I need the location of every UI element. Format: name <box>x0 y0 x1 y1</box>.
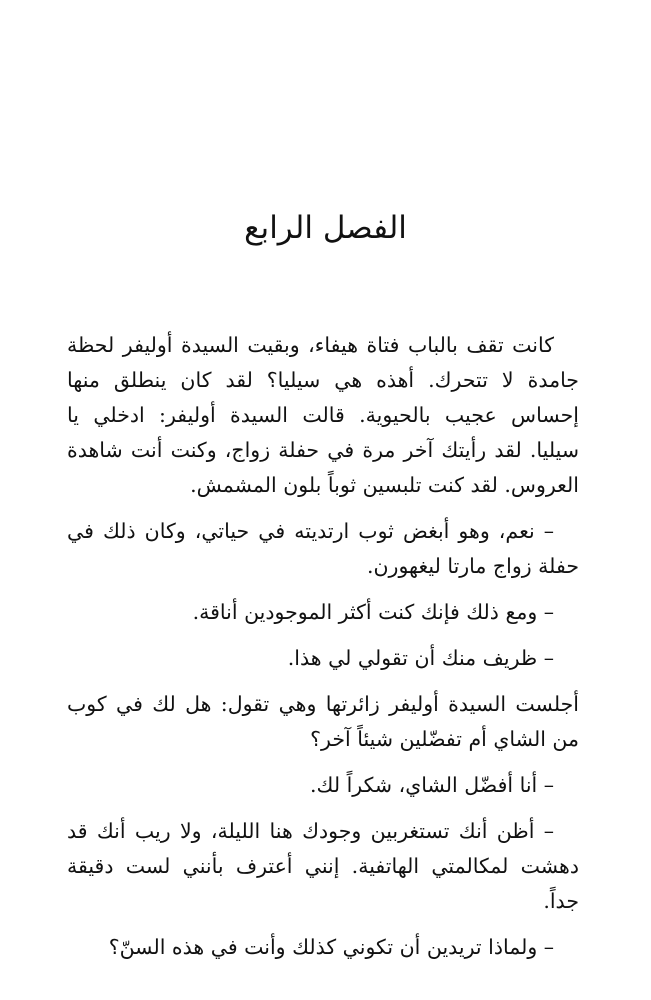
dialogue-line: – ولماذا تريدين أن تكوني كذلك وأنت في هذه السنّ؟ <box>108 935 554 959</box>
dialogue-line: – أظن أنك تستغربين وجودك هنا الليلة، ولا ريب أنك قد دهشت لمكالمتي الهاتفية. إنني أعترف بأنني لست دقيقة جداً. <box>67 819 579 913</box>
dialogue-line: – ومع ذلك فإنك كنت أكثر الموجودين أناقة. <box>192 600 554 624</box>
chapter-body <box>67 328 579 976</box>
dialogue-line: – أنا أفضّل الشاي، شكراً لك. <box>310 773 554 797</box>
chapter-title: الفصل الرابع <box>244 210 407 246</box>
dialogue-line: – ظريف منك أن تقولي لي هذا. <box>287 646 554 670</box>
dialogue-line: – نعم، وهو أبغض ثوب ارتديته في حياتي، وكان ذلك في حفلة زواج مارتا ليغهورن. <box>67 519 579 578</box>
paragraph: كانت تقف بالباب فتاة هيفاء، وبقيت السيدة أوليفر لحظة جامدة لا تتحرك. أهذه هي سيليا؟ لقد كان ينطلق منها إحساس عجيب بالحيوية. قالت السيدة أوليفر: ادخلي يا سيليا. لقد رأيتك آخر مرة في حفلة زواج، وكنت أنت شاهدة العروس. لقد كنت تلبسين ثوباً بلون المشمش. <box>67 333 579 497</box>
paragraph: أجلست السيدة أوليفر زائرتها وهي تقول: هل لك في كوب من الشاي أم تفضّلين شيئاً آخر؟ <box>67 692 579 751</box>
